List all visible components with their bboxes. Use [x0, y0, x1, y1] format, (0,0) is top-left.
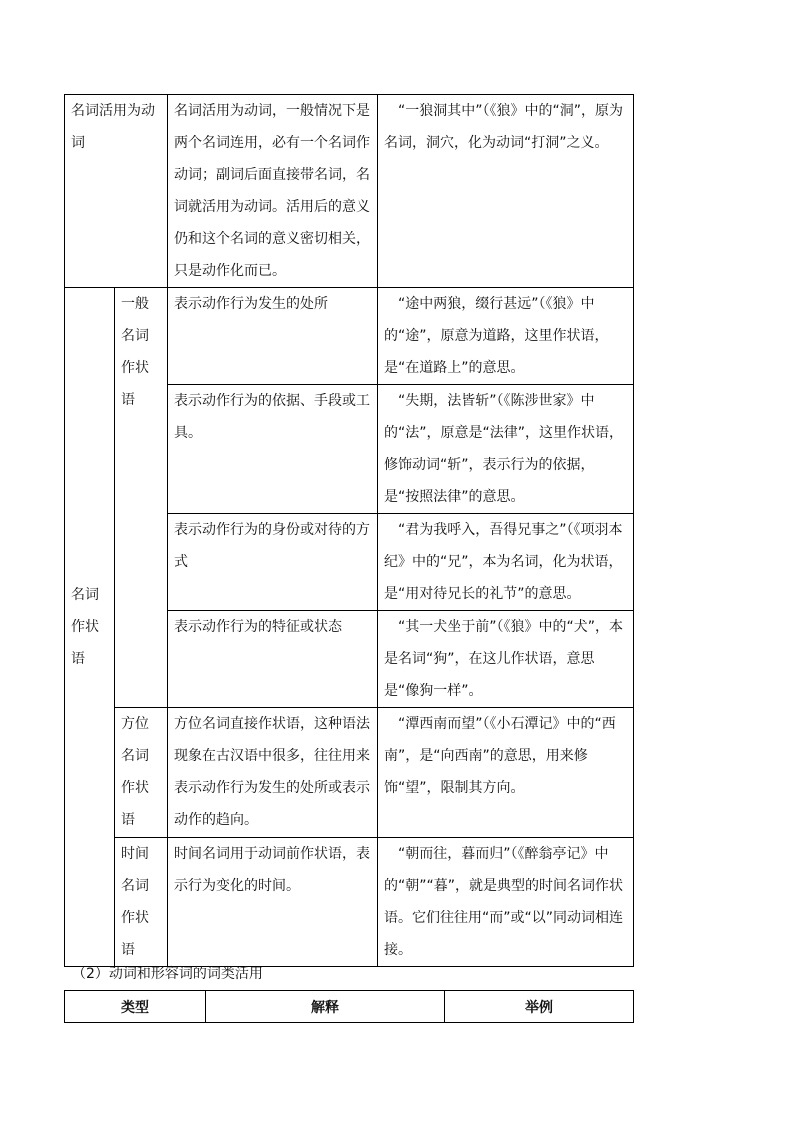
header-explanation: 解释	[206, 991, 445, 1023]
explanation-cell: 名词活用为动词，一般情况下是两个名词连用，必有一个名词作动词；副词后面直接带名词，名词就活用为动词。活用后的意义仍和这个名词的意义密切相关，只是动作化而已。	[168, 95, 378, 288]
table-row	[65, 838, 634, 967]
subtype-cell: 一般名词作状语	[115, 288, 168, 708]
example-cell: “一狼洞其中”（《狼》中的“洞”，原为名词，洞穴，化为动词“打洞”之义。	[378, 95, 634, 288]
example-cell: “君为我呼入，吾得兄事之”（《项羽本纪》中的“兄”，本为名词，化为状语，是“用对待兄长的礼节”的意思。	[378, 514, 634, 611]
table-header-row	[65, 991, 634, 1023]
explanation-cell: 表示动作行为的身份或对待的方式	[168, 514, 378, 611]
subtype-cell: 时间名词作状语	[115, 838, 168, 967]
type-cell: 名词活用为动词	[65, 95, 168, 288]
example-cell: “途中两狼，缀行甚远”（《狼》中的“途”，原意为道路，这里作状语，是“在道路上”的意思。	[378, 288, 634, 385]
header-type: 类型	[65, 991, 206, 1023]
table-row	[65, 708, 634, 838]
header-example: 举例	[445, 991, 634, 1023]
example-cell: “失期，法皆斩”（《陈涉世家》中的“法”，原意是“法律”，这里作状语，修饰动词“斩”，表示行为的依据，是“按照法律”的意思。	[378, 385, 634, 514]
table-row	[65, 288, 634, 385]
example-cell: “潭西南而望”（《小石潭记》中的“西南”，是“向西南”的意思，用来修饰“望”，限制其方向。	[378, 708, 634, 838]
explanation-cell: 方位名词直接作状语，这种语法现象在古汉语中很多，往往用来表示动作行为发生的处所或表示动作的趋向。	[168, 708, 378, 838]
subtype-cell: 方位名词作状语	[115, 708, 168, 838]
explanation-cell: 表示动作行为的依据、手段或工具。	[168, 385, 378, 514]
type-cell: 名词作状语	[65, 288, 115, 967]
example-cell: “其一犬坐于前”（《狼》中的“犬”，本是名词“狗”，在这儿作状语，意思是“像狗一样”。	[378, 611, 634, 708]
example-cell: “朝而往，暮而归”（《醉翁亭记》中的“朝”“暮”，就是典型的时间名词作状语。它们往往用“而”或“以”同动词相连接。	[378, 838, 634, 967]
explanation-cell: 表示动作行为发生的处所	[168, 288, 378, 385]
table-row	[65, 95, 634, 288]
explanation-cell: 时间名词用于动词前作状语，表示行为变化的时间。	[168, 838, 378, 967]
section-caption: （2）动词和形容词的词类活用	[72, 966, 263, 982]
explanation-cell: 表示动作行为的特征或状态	[168, 611, 378, 708]
word-class-table	[64, 94, 634, 967]
header-table	[64, 990, 634, 1023]
